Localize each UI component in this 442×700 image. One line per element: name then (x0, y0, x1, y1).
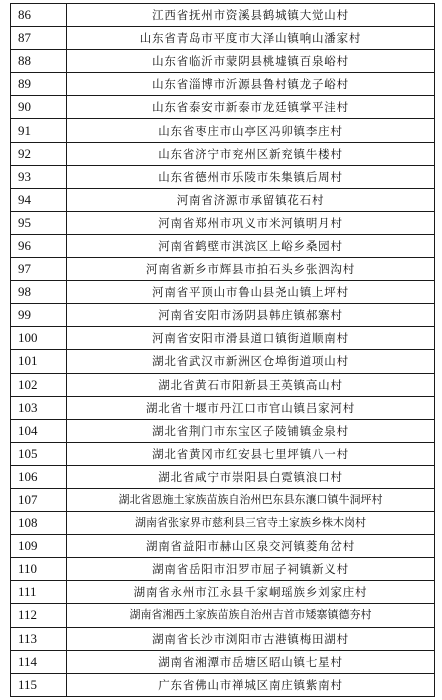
village-name-cell: 山东省临沂市蒙阴县桃墟镇百泉峪村 (67, 50, 435, 73)
village-name-cell: 湖南省长沙市浏阳市古港镇梅田湖村 (67, 627, 435, 650)
row-number-cell: 95 (11, 211, 67, 234)
row-number-cell: 104 (11, 419, 67, 442)
village-list-sheet (10, 3, 435, 697)
village-name-cell: 河南省安阳市滑县道口镇街道顺南村 (67, 327, 435, 350)
village-name-cell: 湖北省黄石市阳新县王英镇高山村 (67, 373, 435, 396)
village-name-cell: 湖南省益阳市赫山区泉交河镇菱角岔村 (67, 535, 435, 558)
row-number-cell: 94 (11, 188, 67, 211)
row-number-cell: 90 (11, 96, 67, 119)
row-number-cell: 96 (11, 234, 67, 257)
table-row (11, 73, 435, 96)
row-number-cell: 93 (11, 165, 67, 188)
village-name-cell: 湖南省张家界市慈利县三官寺土家族乡株木岗村 (67, 512, 435, 535)
table-row (11, 604, 435, 627)
table-row (11, 488, 435, 511)
village-name-cell: 湖南省湘西土家族苗族自治州吉首市矮寨镇德夯村 (67, 604, 435, 627)
village-name-cell: 河南省郑州市巩义市米河镇明月村 (67, 211, 435, 234)
village-table (10, 3, 435, 697)
row-number-cell: 114 (11, 650, 67, 673)
village-name-cell: 河南省新乡市辉县市拍石头乡张泗沟村 (67, 258, 435, 281)
village-name-cell: 山东省泰安市新泰市龙廷镇掌平洼村 (67, 96, 435, 119)
row-number-cell: 107 (11, 488, 67, 511)
village-name-cell: 湖南省永州市江永县千家峒瑶族乡刘家庄村 (67, 581, 435, 604)
row-number-cell: 112 (11, 604, 67, 627)
table-row (11, 4, 435, 27)
table-row (11, 142, 435, 165)
table-row (11, 419, 435, 442)
table-row (11, 327, 435, 350)
village-name-cell: 江西省抚州市资溪县鹤城镇大觉山村 (67, 4, 435, 27)
row-number-cell: 99 (11, 304, 67, 327)
row-number-cell: 86 (11, 4, 67, 27)
row-number-cell: 101 (11, 350, 67, 373)
table-row (11, 396, 435, 419)
row-number-cell: 97 (11, 258, 67, 281)
village-name-cell: 河南省鹤壁市淇滨区上峪乡桑园村 (67, 234, 435, 257)
village-name-cell: 山东省济宁市兖州区新兖镇牛楼村 (67, 142, 435, 165)
row-number-cell: 100 (11, 327, 67, 350)
row-number-cell: 87 (11, 27, 67, 50)
table-row (11, 211, 435, 234)
table-row (11, 50, 435, 73)
village-name-cell: 河南省平顶山市鲁山县尧山镇上坪村 (67, 281, 435, 304)
table-row (11, 350, 435, 373)
table-row (11, 465, 435, 488)
row-number-cell: 106 (11, 465, 67, 488)
row-number-cell: 105 (11, 442, 67, 465)
table-row (11, 258, 435, 281)
table-row (11, 96, 435, 119)
table-row (11, 281, 435, 304)
village-name-cell: 湖北省荆门市东宝区子陵铺镇金泉村 (67, 419, 435, 442)
village-name-cell: 河南省安阳市汤阴县韩庄镇郝寨村 (67, 304, 435, 327)
village-name-cell: 河南省济源市承留镇花石村 (67, 188, 435, 211)
table-row (11, 558, 435, 581)
row-number-cell: 109 (11, 535, 67, 558)
village-name-cell: 湖北省十堰市丹江口市官山镇吕家河村 (67, 396, 435, 419)
table-row (11, 188, 435, 211)
village-name-cell: 湖南省湘潭市岳塘区昭山镇七星村 (67, 650, 435, 673)
table-row (11, 27, 435, 50)
row-number-cell: 89 (11, 73, 67, 96)
village-name-cell: 湖北省黄冈市红安县七里坪镇八一村 (67, 442, 435, 465)
table-row (11, 234, 435, 257)
row-number-cell: 113 (11, 627, 67, 650)
table-row (11, 650, 435, 673)
village-name-cell: 广东省佛山市禅城区南庄镇紫南村 (67, 673, 435, 696)
village-name-cell: 山东省青岛市平度市大泽山镇响山潘家村 (67, 27, 435, 50)
row-number-cell: 98 (11, 281, 67, 304)
row-number-cell: 88 (11, 50, 67, 73)
table-row (11, 581, 435, 604)
row-number-cell: 103 (11, 396, 67, 419)
row-number-cell: 91 (11, 119, 67, 142)
row-number-cell: 115 (11, 673, 67, 696)
table-row (11, 673, 435, 696)
table-row (11, 535, 435, 558)
table-row (11, 304, 435, 327)
village-name-cell: 湖北省武汉市新洲区仓埠街道项山村 (67, 350, 435, 373)
row-number-cell: 110 (11, 558, 67, 581)
table-row (11, 627, 435, 650)
village-name-cell: 山东省淄博市沂源县鲁村镇龙子峪村 (67, 73, 435, 96)
village-name-cell: 湖北省咸宁市崇阳县白霓镇浪口村 (67, 465, 435, 488)
village-table-body (11, 4, 435, 697)
row-number-cell: 108 (11, 512, 67, 535)
row-number-cell: 92 (11, 142, 67, 165)
village-name-cell: 湖北省恩施土家族苗族自治州巴东县东瀼口镇牛洞坪村 (67, 488, 435, 511)
table-row (11, 442, 435, 465)
village-name-cell: 湖南省岳阳市汨罗市屈子祠镇新义村 (67, 558, 435, 581)
village-name-cell: 山东省德州市乐陵市朱集镇后周村 (67, 165, 435, 188)
village-name-cell: 山东省枣庄市山亭区冯卯镇李庄村 (67, 119, 435, 142)
table-row (11, 119, 435, 142)
table-row (11, 373, 435, 396)
table-row (11, 165, 435, 188)
row-number-cell: 111 (11, 581, 67, 604)
table-row (11, 512, 435, 535)
row-number-cell: 102 (11, 373, 67, 396)
